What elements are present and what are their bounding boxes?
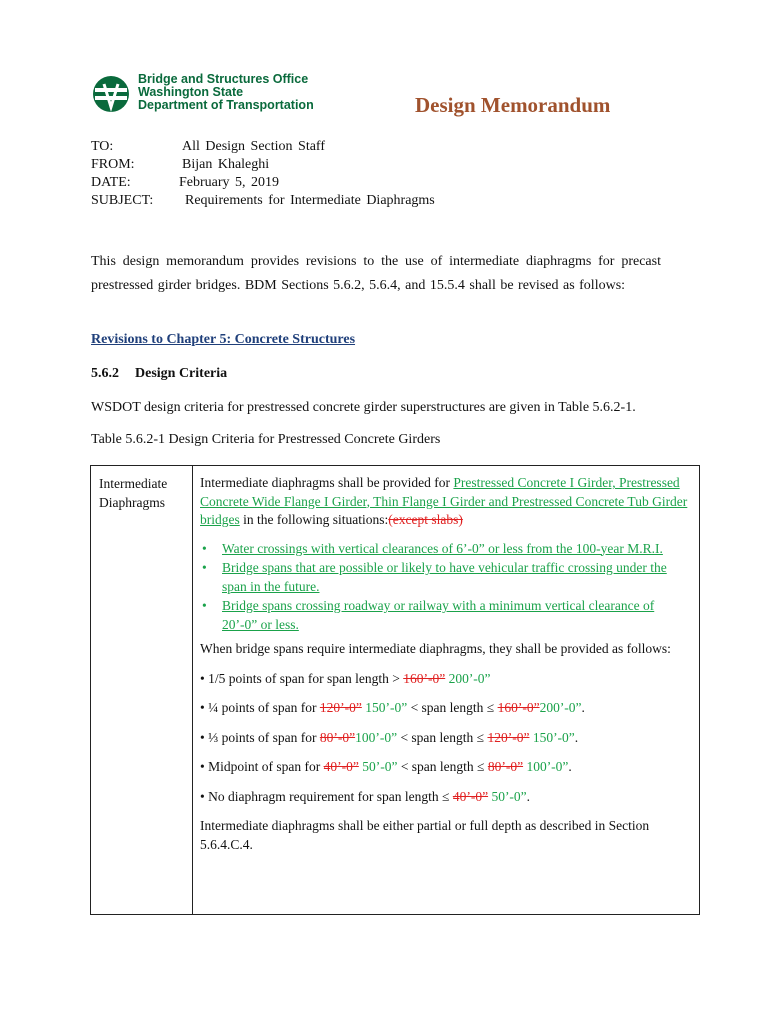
rule4-old2: 80’-0” <box>487 759 524 774</box>
rule1-old: 160’-0” <box>403 670 446 686</box>
rule4-lead: • Midpoint of span for <box>200 759 324 774</box>
list-item: • Bridge spans crossing roadway or railway with a minimum vertical clearance of 20’-0” or less. <box>200 597 690 634</box>
rule1-new: 200’-0” <box>445 670 491 686</box>
section-text: WSDOT design criteria for prestressed concrete girder superstructures are given in Table 5.6.2-1. <box>91 400 636 415</box>
row-header-cell: Intermediate Diaphragms <box>99 476 168 510</box>
to-label: TO: <box>91 139 114 154</box>
date-value: February 5, 2019 <box>179 175 280 190</box>
org-line-1: Bridge and Structures Office <box>138 72 309 86</box>
rule1-lead: • 1/5 points of span for span length > <box>200 670 404 686</box>
rule5-end: . <box>526 788 531 804</box>
rule3-lead: • ⅓ points of span for <box>200 729 320 745</box>
rule5-lead: • No diaphragm requirement for span length ≤ <box>200 788 453 804</box>
rule2-mid: < span length ≤ <box>407 700 498 715</box>
chapter-heading: Revisions to Chapter 5: Concrete Structures <box>91 332 356 347</box>
rule4-new2: 100’-0” <box>523 759 569 774</box>
p1-mid: in the following situations: <box>239 512 389 527</box>
rule4-old1: 40’-0” <box>323 759 359 774</box>
section-title: Design Criteria <box>135 366 228 381</box>
rule3-mid: < span length ≤ <box>397 729 488 745</box>
rule-midpoint <box>200 758 690 777</box>
table-caption: Table 5.6.2-1 Design Criteria for Prestressed Concrete Girders <box>91 432 441 447</box>
design-criteria-table <box>90 465 700 915</box>
rule2-end: . <box>581 700 585 715</box>
rule2-new2: 200’-0” <box>539 700 582 715</box>
list-item: • Water crossings with vertical clearances of 6’-0” or less from the 100-year M.R.I. <box>200 540 690 559</box>
intro-paragraph: This design memorandum provides revisions to the use of intermediate diaphragms for precast prestressed girder bridges. BDM Sections 5.6.2, 5.6.4, and 15.5.4 shall be revised as follows: <box>91 254 661 293</box>
rule4-mid: < span length ≤ <box>397 759 488 774</box>
wsdot-logo-icon <box>91 74 131 114</box>
rule3-new2: 150’-0” <box>529 729 575 745</box>
rule3-end: . <box>574 729 579 745</box>
from-label: FROM: <box>91 157 135 172</box>
situations-list <box>200 540 690 635</box>
rule3-new1: 100’-0” <box>355 729 398 745</box>
date-label: DATE: <box>91 175 131 190</box>
from-value: Bijan Khaleghi <box>182 157 270 172</box>
p1-girder-types: Prestressed Concrete I Girder, Prestressed Concrete Wide Flange I Girder, Thin Flange I Girder and Prestressed Concrete Tub Girder bridges <box>200 475 688 527</box>
section-heading <box>91 366 227 382</box>
p1-deleted-text: (except slabs) <box>388 512 463 527</box>
rule2-new1: 150’-0” <box>361 700 408 715</box>
section-number: 5.6.2 <box>91 366 119 381</box>
rule2-old2: 160’-0” <box>497 700 540 715</box>
depth-paragraph: Intermediate diaphragms shall be either partial or full depth as described in Section 5.6.4.C.4. <box>200 818 650 852</box>
list-item: • Bridge spans that are possible or likely to have vehicular traffic crossing under the span in the future. <box>200 559 690 596</box>
subject-label: SUBJECT: <box>91 193 154 208</box>
rule-no-diaphragm <box>200 788 690 807</box>
rule-quarter-points <box>200 699 690 718</box>
to-value: All Design Section Staff <box>182 139 326 154</box>
rule3-old2: 120’-0” <box>487 729 530 745</box>
rule2-old1: 120’-0” <box>319 700 362 715</box>
org-line-2: Washington State <box>138 85 244 99</box>
table-divider <box>192 466 193 914</box>
subject-value: Requirements for Intermediate Diaphragms <box>185 193 435 208</box>
spacing-intro: When bridge spans require intermediate diaphragms, they shall be provided as follows: <box>200 641 671 656</box>
rule4-new1: 50’-0” <box>358 759 398 774</box>
memo-title: Design Memorandum <box>415 93 611 117</box>
org-name <box>138 73 314 112</box>
diaphragm-requirement-paragraph <box>200 474 690 530</box>
rule5-old1: 40’-0” <box>452 788 489 804</box>
rule2-lead: • ¼ points of span for <box>200 700 320 715</box>
p1-lead: Intermediate diaphragms shall be provided for <box>200 475 454 490</box>
criteria-cell <box>200 474 690 854</box>
rule-third-points <box>200 729 690 748</box>
org-line-3: Department of Transportation <box>138 98 314 112</box>
rule5-new1: 50’-0” <box>488 788 527 804</box>
rule3-old1: 80’-0” <box>319 729 356 745</box>
rule4-end: . <box>568 759 572 774</box>
rule-fifth-points <box>200 670 690 689</box>
